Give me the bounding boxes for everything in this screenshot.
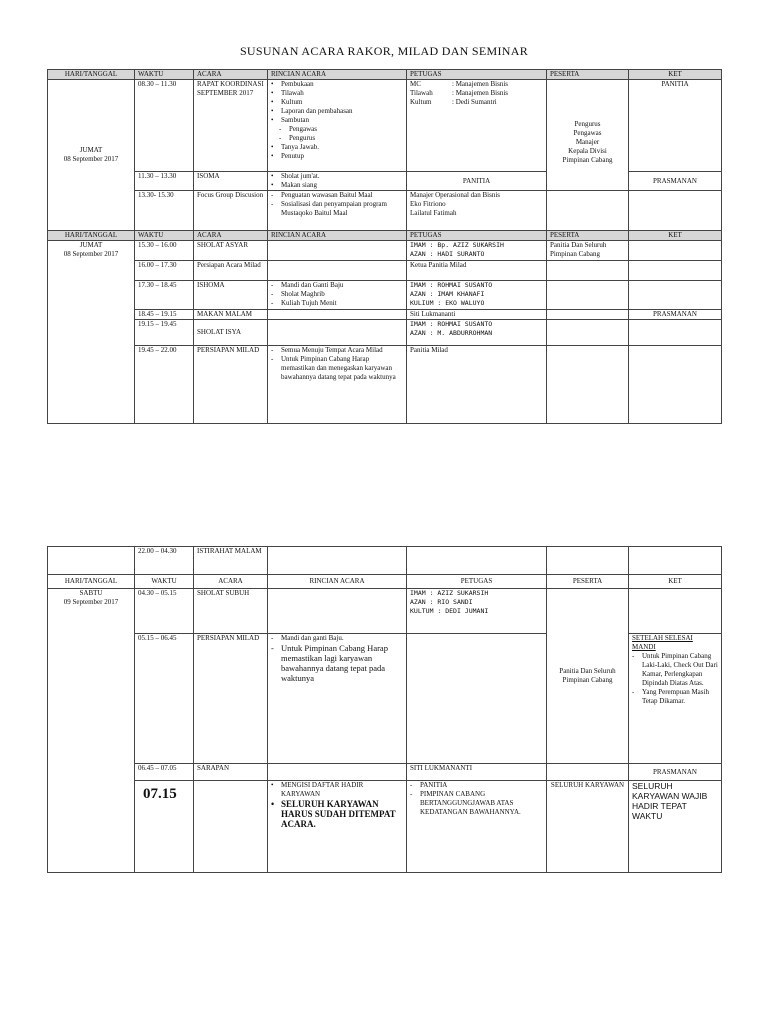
- header-rincian: RINCIAN ACARA: [268, 70, 407, 80]
- ket-cell: [629, 589, 722, 634]
- rincian-cell: [268, 589, 407, 634]
- page-title: SUSUNAN ACARA RAKOR, MILAD DAN SEMINAR: [239, 44, 529, 58]
- header-hari: HARI/TANGGAL: [48, 70, 135, 80]
- ket-cell: [629, 241, 722, 261]
- petugas-cell: [407, 80, 547, 172]
- ket-cell: PRASMANAN: [629, 172, 722, 191]
- acara-cell: [194, 781, 268, 873]
- petugas-cell: [407, 241, 547, 261]
- rincian-cell: [268, 764, 407, 781]
- petugas-role: Kultum: [410, 98, 432, 106]
- ket-cell: [629, 320, 722, 346]
- acara-cell: MAKAN MALAM: [194, 310, 268, 320]
- ket-list: [632, 652, 718, 706]
- list-item: • Laporan dan pembahasan: [271, 107, 403, 116]
- table-row: [48, 241, 722, 261]
- petugas-line: Eko Fitriono: [410, 200, 446, 208]
- rincian-list: [271, 634, 403, 683]
- ket-cell: [629, 547, 722, 575]
- acara-cell: PERSIAPAN MILAD: [194, 346, 268, 424]
- petugas-cell: [407, 589, 547, 634]
- time-cell: 04.30 – 05.15: [135, 589, 194, 634]
- list-item: - Semua Menuju Tempat Acara Milad: [271, 346, 403, 355]
- rincian-cell: [268, 241, 407, 261]
- table-row: [48, 781, 722, 873]
- table-row: [48, 589, 722, 634]
- petugas-line: Lailatul Fatimah: [410, 209, 457, 217]
- ket-cell: [629, 191, 722, 231]
- petugas-cell: SITI LUKMANANTI: [407, 764, 547, 781]
- petugas-cell: PANITIA: [407, 172, 547, 191]
- list-item: - PIMPINAN CABANG BERTANGGUNGJAWAB ATAS KEDATANGAN BAWAHANNYA.: [410, 790, 543, 817]
- peserta-item: Pengawas: [573, 129, 602, 137]
- time-cell: 08.30 – 11.30: [135, 80, 194, 172]
- schedule-table-day2: [47, 546, 722, 873]
- day-cell: [48, 547, 135, 575]
- petugas-list: [410, 781, 543, 817]
- table-row: [48, 281, 722, 310]
- list-item: - Kuliah Tujuh Menit: [271, 299, 403, 308]
- peserta-cell: [547, 261, 629, 281]
- peserta-item: Pimpinan Cabang: [562, 156, 613, 164]
- rincian-list: [271, 172, 403, 190]
- header-hari: HARI/TANGGAL: [48, 575, 135, 589]
- list-item: • Tanya Jawab.: [271, 143, 403, 152]
- rincian-cell: [268, 547, 407, 575]
- peserta-cell: [547, 547, 629, 575]
- time-cell: 15.30 – 16.00: [135, 241, 194, 261]
- list-item: - Untuk Pimpinan Cabang Harap memastikan dan menegaskan karyawan bawahannya datang tepat pada waktunya: [271, 355, 403, 382]
- time-cell: 11.30 – 13.30: [135, 172, 194, 191]
- petugas-cell: [407, 547, 547, 575]
- ket-cell: PRASMANAN: [629, 764, 722, 781]
- list-item: • Kultum: [271, 98, 403, 107]
- day-date: 09 September 2017: [63, 598, 119, 606]
- acara-cell: ISHOMA: [194, 281, 268, 310]
- time-cell: 13.30- 15.30: [135, 191, 194, 231]
- peserta-cell: Panitia Dan Seluruh Pimpinan Cabang: [547, 589, 629, 764]
- petugas-cell: [407, 191, 547, 231]
- time-cell: 05.15 – 06.45: [135, 634, 194, 764]
- day-cell: [48, 80, 135, 231]
- peserta-cell: [547, 281, 629, 310]
- petugas-cell: Panitia Milad: [407, 346, 547, 424]
- header-rincian: RINCIAN ACARA: [268, 231, 407, 241]
- list-item: - Sholat Maghrib: [271, 290, 403, 299]
- petugas-cell: [407, 281, 547, 310]
- peserta-item: Kepala Divisi: [568, 147, 607, 155]
- petugas-line: AZAN : M. ABDURROHMAN: [410, 329, 493, 337]
- petugas-cell: [407, 320, 547, 346]
- header-petugas: PETUGAS: [407, 575, 547, 589]
- day-date: 08 September 2017: [63, 155, 119, 163]
- list-item: • Sholat jum'at.: [271, 172, 403, 181]
- list-item: • SELURUH KARYAWAN HARUS SUDAH DITEMPAT ACARA.: [271, 799, 403, 829]
- petugas-cell: Siti Lukmananti: [407, 310, 547, 320]
- petugas-line: AZAN : IMAM KHANAFI: [410, 290, 485, 298]
- rincian-list: [271, 191, 403, 218]
- acara-cell: Focus Group Discusion: [194, 191, 268, 231]
- header-waktu: WAKTU: [135, 70, 194, 80]
- rincian-cell: [268, 261, 407, 281]
- header-waktu: WAKTU: [135, 575, 194, 589]
- rincian-cell: [268, 320, 407, 346]
- list-item: - Sosialisasi dan penyampaian program Mustaqoko Baitul Maal: [271, 200, 403, 218]
- peserta-cell: [547, 191, 629, 231]
- time-cell: 22.00 – 04.30: [135, 547, 194, 575]
- rincian-list: [271, 281, 403, 308]
- petugas-cell: Ketua Panitia Milad: [407, 261, 547, 281]
- petugas-line: KULIUM : EKO WALUYO: [410, 299, 485, 307]
- header-petugas: PETUGAS: [407, 231, 547, 241]
- ket-cell: [629, 634, 722, 764]
- header-waktu: WAKTU: [135, 231, 194, 241]
- acara-cell: Persiapan Acara Milad: [194, 261, 268, 281]
- time-cell: 16.00 – 17.30: [135, 261, 194, 281]
- peserta-cell: Panitia Dan Seluruh Pimpinan Cabang: [547, 241, 629, 261]
- list-item: - Penguatan wawasan Baitul Maal: [271, 191, 403, 200]
- day-cell: [48, 241, 135, 424]
- header-ket: KET: [629, 70, 722, 80]
- rincian-cell: [268, 281, 407, 310]
- peserta-item: Manajer: [575, 138, 600, 146]
- peserta-cell: [547, 310, 629, 320]
- rincian-cell: [268, 310, 407, 320]
- rincian-list: [271, 346, 403, 382]
- rincian-list: [271, 781, 403, 829]
- peserta-cell: [547, 764, 629, 781]
- rincian-cell: [268, 781, 407, 873]
- acara-cell: SARAPAN: [194, 764, 268, 781]
- acara-cell: SHOLAT SUBUH: [194, 589, 268, 634]
- petugas-role: Tilawah: [410, 89, 433, 97]
- table-header-row: [48, 575, 722, 589]
- header-hari: HARI/TANGGAL: [48, 231, 135, 241]
- peserta-cell: SELURUH KARYAWAN: [547, 781, 629, 873]
- header-petugas: PETUGAS: [407, 70, 547, 80]
- time-cell: 17.30 – 18.45: [135, 281, 194, 310]
- petugas-line: AZAN : RIO SANDI: [410, 598, 473, 606]
- header-rincian: RINCIAN ACARA: [268, 575, 407, 589]
- list-item: - Pengurus: [271, 134, 403, 143]
- petugas-role: MC: [410, 80, 421, 88]
- peserta-cell: [547, 80, 629, 191]
- list-item: - Mandi dan ganti Baju.: [271, 634, 403, 643]
- header-peserta: PESERTA: [547, 231, 629, 241]
- petugas-name: : Dedi Sumantri: [452, 98, 497, 106]
- day-cell: [48, 589, 135, 873]
- header-acara: ACARA: [194, 231, 268, 241]
- list-item: • Makan siang: [271, 181, 403, 190]
- petugas-line: IMAM : ROHMAI SUSANTO: [410, 320, 493, 328]
- rincian-cell: [268, 80, 407, 172]
- time-cell: 07.15: [135, 781, 194, 873]
- table-row: [48, 764, 722, 781]
- petugas-cell: [407, 634, 547, 764]
- acara-cell: SHOLAT ASYAR: [194, 241, 268, 261]
- table-row: [48, 346, 722, 424]
- header-acara: ACARA: [194, 575, 268, 589]
- list-item: • Pembukaan: [271, 80, 403, 89]
- petugas-line: IMAM : Bp. AZIZ SUKARSIH: [410, 241, 504, 249]
- header-peserta: PESERTA: [547, 575, 629, 589]
- petugas-line: IMAM : ROHMAI SUSANTO: [410, 281, 493, 289]
- list-item: - Mandi dan Ganti Baju: [271, 281, 403, 290]
- petugas-name: : Manajemen Bisnis: [452, 89, 508, 97]
- table-header-row: [48, 70, 722, 80]
- list-item: • MENGISI DAFTAR HADIR KARYAWAN: [271, 781, 403, 799]
- header-ket: KET: [629, 231, 722, 241]
- time-cell: 19.15 – 19.45: [135, 320, 194, 346]
- acara-cell: RAPAT KOORDINASI SEPTEMBER 2017: [194, 80, 268, 172]
- ket-cell: [629, 261, 722, 281]
- petugas-line: KULTUM : DEDI JUMANI: [410, 607, 489, 615]
- petugas-cell: [407, 781, 547, 873]
- table-row: [48, 191, 722, 231]
- list-item: - PANITIA: [410, 781, 543, 790]
- acara-cell: ISTIRAHAT MALAM: [194, 547, 268, 575]
- table-row: [48, 320, 722, 346]
- petugas-line: AZAN : HADI SURANTO: [410, 250, 485, 258]
- header-ket: KET: [629, 575, 722, 589]
- day-name: JUMAT: [79, 146, 103, 154]
- day-name: SABTU: [79, 589, 103, 597]
- peserta-cell: [547, 320, 629, 346]
- list-item: - Yang Perempuan Masih Tetap Dikamar.: [632, 688, 718, 706]
- table-row: [48, 310, 722, 320]
- ket-cell: PRASMANAN: [629, 310, 722, 320]
- list-item: - Untuk Pimpinan Cabang Harap memastikan lagi karyawan bawahannya datang tepat pada waktunya: [271, 643, 403, 683]
- day-name: JUMAT: [79, 241, 103, 249]
- list-item: • Sambutan: [271, 116, 403, 125]
- header-peserta: PESERTA: [547, 70, 629, 80]
- list-item: • Tilawah: [271, 89, 403, 98]
- acara-cell: PERSIAPAN MILAD: [194, 634, 268, 764]
- table-header-row: [48, 231, 722, 241]
- table-row: [48, 547, 722, 575]
- ket-cell: SELURUH KARYAWAN WAJIB HADIR TEPAT WAKTU: [629, 781, 722, 873]
- rincian-list: [271, 80, 403, 161]
- ket-cell: [629, 346, 722, 424]
- header-acara: ACARA: [194, 70, 268, 80]
- petugas-line: Manajer Operasional dan Bisnis: [410, 191, 501, 199]
- time-cell: 06.45 – 07.05: [135, 764, 194, 781]
- rincian-cell: [268, 346, 407, 424]
- acara-cell: ISOMA: [194, 172, 268, 191]
- rincian-cell: [268, 172, 407, 191]
- list-item: • Penutup: [271, 152, 403, 161]
- rincian-cell: [268, 634, 407, 764]
- table-row: [48, 261, 722, 281]
- time-cell: 19.45 – 22.00: [135, 346, 194, 424]
- rincian-cell: [268, 191, 407, 231]
- petugas-line: IMAM : AZIZ SUKARSIH: [410, 589, 489, 597]
- schedule-table-day1: [47, 69, 722, 424]
- peserta-cell: [547, 346, 629, 424]
- petugas-name: : Manajemen Bisnis: [452, 80, 508, 88]
- list-item: - Pengawas: [271, 125, 403, 134]
- list-item: - Untuk Pimpinan Cabang Laki-Laki, Check Out Dari Kamar, Perlengkapan Dipindah Diatas Atas.: [632, 652, 718, 688]
- time-cell: 18.45 – 19.15: [135, 310, 194, 320]
- acara-cell: SHOLAT ISYA: [194, 320, 268, 346]
- ket-cell: PANITIA: [629, 80, 722, 172]
- ket-title: SETELAH SELESAI MANDI: [632, 634, 693, 651]
- table-row: [48, 80, 722, 172]
- ket-cell: [629, 281, 722, 310]
- day-date: 08 September 2017: [63, 250, 119, 258]
- peserta-item: Pengurus: [574, 120, 601, 128]
